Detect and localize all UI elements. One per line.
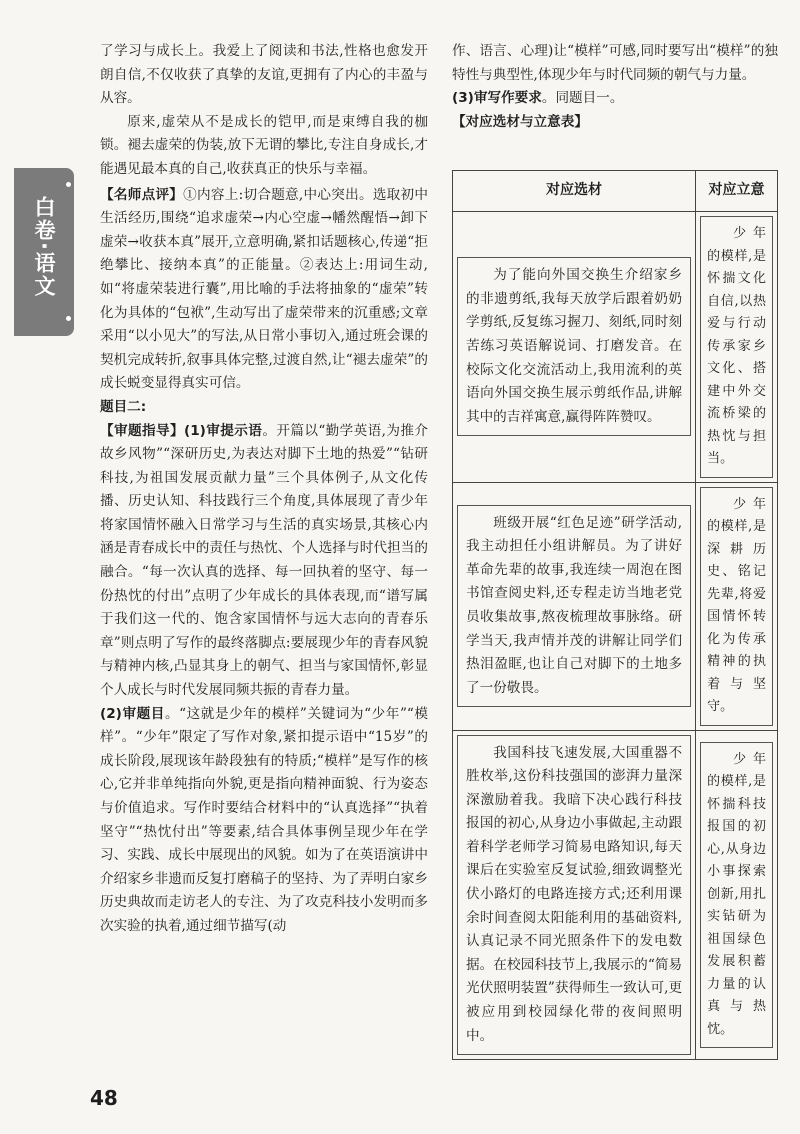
material-cell [453, 482, 696, 730]
material-text: 我国科技飞速发展,大国重器不胜枚举,这份科技强国的澎湃力量深深激励着我。我暗下决心践行科技报国的初心,从身边小事做起,主动跟着科学老师学习简易电路知识,每天课后在实验室反复试验,细致调整光伏小路灯的电路连接方式;还利用课余时间查阅太阳能利用的基础资料,认真记录不同光照条件下的发电数据。在校园科技节上,我展示的“简易光伏照明装置”获得师生一致认可,更被应用到校园绿化带的夜间照明中。 [457, 735, 691, 1056]
theme-cell [696, 730, 778, 1060]
tab-dot [66, 316, 71, 321]
table-row [453, 482, 778, 730]
theme-text: 少年的模样,是怀揣文化自信,以热爱与行动传承家乡文化、搭建中外交流桥梁的热忱与担当。 [700, 216, 773, 478]
guide-text: 。开篇以“勤学英语,为推介故乡风物”“深研历史,为表达对脚下土地的热爱”“钻研科技,为祖国发展贡献力量”三个具体例子,从文化传播、历史认知、科技践行三个角度,具体展现了青少年将家国情怀融入日常学习与生活的真实场景,其核心内涵是青春成长中的责任与热忱、个人选择与时代担当的融合。“每一次认真的选择、每一回执着的坚守、每一份热忱的付出”点明了少年成长的具体表现,而“谱写属于我们这一代的、饱含家国情怀与远大志向的青春乐章”则点明了写作的最终落脚点:要展现少年的青春风貌与精神内核,凸显其身上的朝气、担当与家国情怀,彰显个人成长与时代发展同频共振的青春力量。 [100, 422, 428, 699]
tab-dot [66, 182, 71, 187]
essay-paragraph: 了学习与成长上。我爱上了阅读和书法,性格也愈发开朗自信,不仅收获了真挚的友谊,更拥有了内心的丰盈与从容。 [100, 43, 428, 107]
page-number: 48 [90, 1086, 118, 1110]
table-row [453, 730, 778, 1060]
theme-cell [696, 482, 778, 730]
header-theme: 对应立意 [696, 171, 778, 212]
table-row [453, 212, 778, 483]
guide-text: 。同题目一。 [541, 90, 624, 107]
guide-keyword: (2)审题目 [100, 705, 165, 722]
theme-text: 少年的模样,是深耕历史、铭记先辈,将爱国情怀转化为传承精神的执着与坚守。 [700, 487, 773, 726]
commentary-label: 【名师点评】 [100, 186, 184, 203]
guide-paragraph [452, 87, 778, 111]
section-tab-label: 白卷·语文 [32, 196, 56, 298]
table-title: 【对应选材与立意表】 [452, 113, 588, 130]
theme-text: 少年的模样,是怀揣科技报国的初心,从身边小事探索创新,用扎实钻研为祖国绿色发展积蓄力量的认真与热忱。 [700, 742, 773, 1049]
guide-keyword: (3)审写作要求 [452, 90, 542, 107]
material-theme-table [452, 170, 778, 1060]
commentary-text: ①内容上:切合题意,中心突出。选取初中生活经历,围绕“追求虚荣→内心空虚→幡然醒悟→卸下虚荣→收获本真”展开,立意明确,紧扣话题核心,传递“拒绝攀比、接纳本真”的正能量。②表达上:用词生动,如“将虚荣装进行囊”,用比喻的手法将抽象的“虚荣”转化为具体的“包袱”,生动写出了虚荣带来的沉重感;文章采用“以小见大”的写法,从日常小事切入,通过班会课的契机完成转折,叙事具体完整,过渡自然,让“褪去虚荣”的成长蜕变显得真实可信。 [100, 186, 428, 392]
header-material: 对应选材 [453, 171, 696, 212]
essay-paragraph: 原来,虚荣从不是成长的铠甲,而是束缚自我的枷锁。褪去虚荣的伪装,放下无谓的攀比,专注自身成长,才能遇见最本真的自己,收获真正的快乐与幸福。 [100, 113, 428, 177]
guide-keyword: (1)审提示语 [184, 422, 263, 439]
guide-text: 。“这就是少年的模样”关键词为“少年”“模样”。“少年”限定了写作对象,紧扣提示语中“15岁”的成长阶段,展现该年龄段独有的特质;“模样”是写作的核心,它并非单纯指向外貌,更是指向精神面貌、行为姿态与价值追求。写作时要结合材料中的“认真选择”“执着坚守”“热忱付出”等要素,结合具体事例呈现少年在学习、实践、成长中展现出的风貌。如为了在英语演讲中介绍家乡非遗而反复打磨稿子的坚持、为了弄明白家乡历史典故而走访老人的专注、为了攻克科技小发明而多次实验的执着,通过细节描写(动 [100, 705, 429, 934]
guide-paragraph [100, 420, 428, 703]
material-cell [453, 730, 696, 1060]
material-cell [453, 212, 696, 483]
material-text: 为了能向外国交换生介绍家乡的非遗剪纸,我每天放学后跟着奶奶学剪纸,反复练习握刀、刻纸,同时刻苦练习英语解说词、打磨发音。在校际文化交流活动上,我用流利的英语向外国交换生展示剪纸作品,讲解其中的吉祥寓意,赢得阵阵赞叹。 [457, 257, 691, 436]
topic-heading: 题目二: [100, 398, 147, 415]
right-column [452, 40, 778, 134]
table-header-row [453, 171, 778, 212]
teacher-commentary [100, 184, 428, 396]
material-text: 班级开展“红色足迹”研学活动,我主动担任小组讲解员。为了讲好革命先辈的故事,我连续一周泡在图书馆查阅史料,还专程走访当地老党员收集故事,熬夜梳理故事脉络。研学当天,我声情并茂的讲解让同学们热泪盈眶,也让自己对脚下的土地多了一份敬畏。 [457, 505, 691, 708]
left-column [100, 40, 428, 939]
guide-label: 【审题指导】 [100, 422, 185, 439]
guide-paragraph [100, 703, 428, 939]
guide-continuation: 作、语言、心理)让“模样”可感,同时要写出“模样”的独特性与典型性,体现少年与时代同频的朝气与力量。 [452, 43, 778, 83]
theme-cell [696, 212, 778, 483]
section-tab [14, 168, 74, 336]
